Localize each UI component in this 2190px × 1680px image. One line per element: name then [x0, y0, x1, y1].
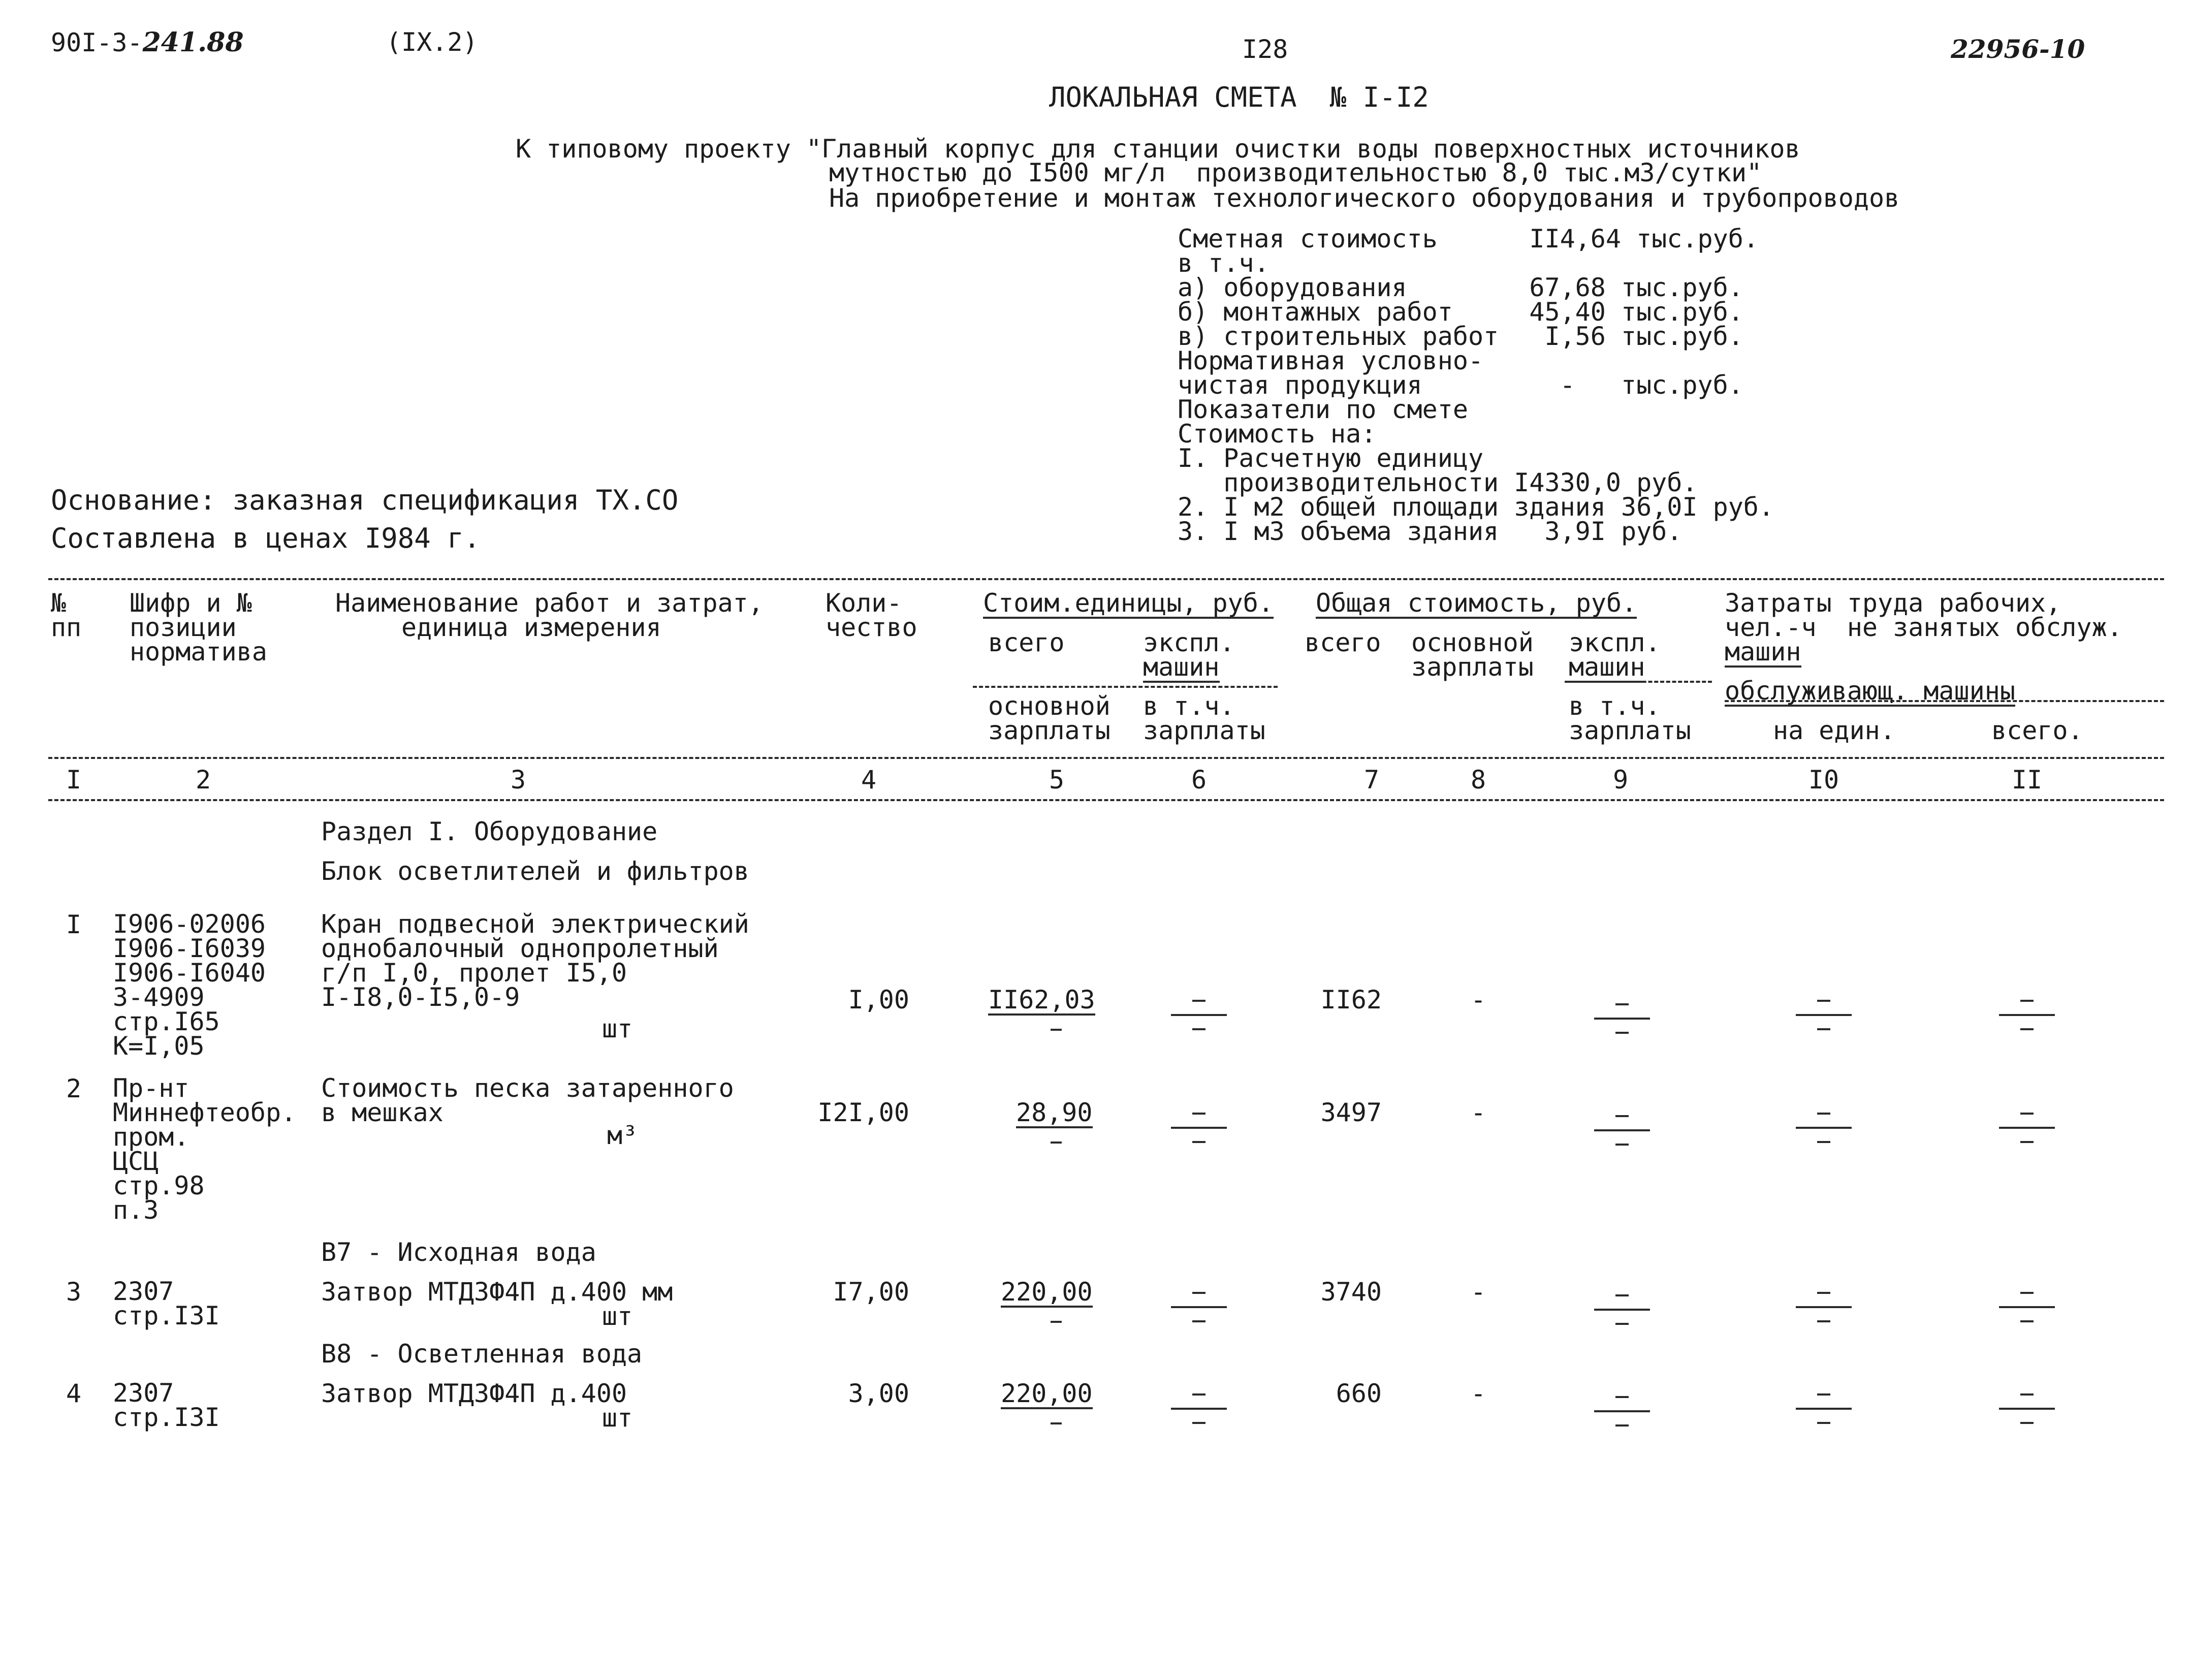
- labor-unit-dash-fraction: [1796, 1113, 1852, 1148]
- quantity: I2I,00: [817, 1098, 909, 1127]
- col-6-header-top: машин: [1143, 652, 1220, 682]
- header-mid-rule: [1565, 681, 1712, 683]
- base-wage-total: -: [1471, 1277, 1486, 1307]
- col-9-header-top: машин: [1569, 652, 1645, 682]
- unit-cost-group-header: Стоим.единицы, руб.: [983, 588, 1274, 618]
- cost-line: а) оборудования 67,68 тыс.руб.: [1178, 273, 1743, 302]
- project-line-1: К типовому проекту "Главный корпус для станции очистки воды поверхностных источников: [516, 134, 1800, 164]
- total-cost: 3740: [1320, 1277, 1382, 1307]
- col-5-header-top: всего: [988, 628, 1065, 657]
- col-11-header: всего.: [1991, 716, 2083, 745]
- col-2-header-line: позиции: [130, 613, 237, 642]
- archive-stamp-number: 22956-10: [1951, 34, 2085, 64]
- total-cost-group-header: Общая стоимость, руб.: [1316, 588, 1637, 618]
- cost-line: I. Расчетную единицу: [1178, 443, 1484, 473]
- row-number: 4: [66, 1379, 82, 1408]
- project-line-2: мутностью до I500 мг/л производительностью 8,0 тыс.м3/сутки": [829, 158, 1762, 187]
- cost-line: чистая продукция - тыс.руб.: [1178, 370, 1743, 400]
- col-4-header-line: Коли-: [826, 588, 902, 618]
- norm-code: I906-02006 I906-I6039 I906-I6040 3-4909 стр.I65 К=I,05: [113, 909, 266, 1061]
- cost-line: 2. I м2 общей площади здания 36,0I руб.: [1178, 492, 1774, 522]
- page-number: I28: [1242, 35, 1288, 64]
- document-code: [51, 29, 244, 56]
- document-code-handwritten: 241.88: [142, 27, 244, 58]
- column-number: 8: [1470, 765, 1486, 795]
- unit-of-measure: шт: [602, 1403, 633, 1433]
- labor-header-line: машин: [1725, 637, 1801, 667]
- unit-of-measure: шт: [602, 1302, 633, 1331]
- machines-dash-fraction: [1171, 1113, 1227, 1148]
- column-number: 3: [510, 765, 526, 795]
- col-8-header-line: основной: [1411, 628, 1534, 657]
- cost-line: производительности I4330,0 руб.: [1178, 468, 1698, 497]
- row-number: 2: [66, 1074, 82, 1103]
- cost-line: Сметная стоимость II4,64 тыс.руб.: [1178, 224, 1759, 253]
- total-cost: 660: [1336, 1379, 1382, 1408]
- cost-line: Показатели по смете: [1178, 395, 1468, 424]
- basis-price-year: Составлена в ценах I984 г.: [51, 522, 481, 554]
- cost-line: Нормативная условно-: [1178, 346, 1484, 375]
- col-6-header-bottom: в т.ч.: [1143, 691, 1235, 721]
- col-4-header-line: чество: [826, 613, 917, 642]
- column-numbers-rule: [48, 799, 2164, 801]
- basis-specification: Основание: заказная спецификация ТХ.СО: [51, 484, 679, 516]
- quantity: I7,00: [833, 1277, 909, 1307]
- labor-unit-dash-fraction: [1796, 1000, 1852, 1035]
- section-part-number: (IX.2): [386, 27, 478, 57]
- header-bottom-rule: [48, 757, 2164, 759]
- work-description: Кран подвесной электрический однобалочный однопролетный г/п I,0, пролет I5,0 I-I8,0-I5,0-9: [321, 909, 749, 1012]
- column-number: I0: [1808, 765, 1839, 795]
- labor-header-line: Затраты труда рабочих,: [1725, 588, 2061, 618]
- column-number: 7: [1363, 765, 1380, 795]
- work-description: Затвор МТДЗФ4П д.400: [321, 1379, 627, 1408]
- unit-price: 28,90: [1016, 1098, 1093, 1127]
- quantity: 3,00: [848, 1379, 909, 1408]
- labor-header-line: чел.-ч не занятых обслуж.: [1725, 613, 2122, 642]
- col-1-header-line: пп: [51, 613, 82, 642]
- cost-line: Стоимость на:: [1178, 419, 1377, 449]
- labor-total-dash-fraction: [1999, 1113, 2055, 1148]
- labor-total-dash-fraction: [1999, 1393, 2055, 1429]
- column-number: II: [2011, 765, 2043, 795]
- col-1-header-line: №: [51, 588, 67, 618]
- header-mid-rule: [973, 686, 1278, 688]
- col-3-header-line: единица измерения: [401, 613, 661, 642]
- machines-total-dash-fraction: [1594, 1294, 1650, 1330]
- table-top-rule: [48, 578, 2164, 580]
- unit-price: 220,00: [1001, 1277, 1093, 1307]
- cost-line: в) строительных работ I,56 тыс.руб.: [1178, 322, 1743, 351]
- machines-total-dash-fraction: [1594, 1003, 1650, 1039]
- cost-line: б) монтажных работ 45,40 тыс.руб.: [1178, 297, 1743, 327]
- unit-price-wage-dash: [1051, 1321, 1062, 1323]
- column-number: 5: [1049, 765, 1065, 795]
- labor-unit-dash-fraction: [1796, 1393, 1852, 1429]
- col-9-header-bottom: зарплаты: [1569, 716, 1691, 745]
- col-3-header-line: Наименование работ и затрат,: [335, 588, 764, 618]
- machines-dash-fraction: [1171, 1393, 1227, 1429]
- labor-total-dash-fraction: [1999, 1292, 2055, 1327]
- unit-price-wage-dash: [1051, 1142, 1062, 1144]
- base-wage-total: -: [1471, 1379, 1486, 1408]
- unit-of-measure: м³: [607, 1121, 638, 1150]
- document-title: ЛОКАЛЬНАЯ СМЕТА № I-I2: [1049, 81, 1429, 113]
- subsection-heading: Блок осветлителей и фильтров: [321, 857, 749, 886]
- unit-price-wage-dash: [1051, 1422, 1062, 1424]
- col-2-header-line: Шифр и №: [130, 588, 252, 618]
- col-8-header-line: зарплаты: [1411, 652, 1534, 682]
- work-description: Стоимость песка затаренного в мешках: [321, 1073, 734, 1127]
- norm-code: 2307 стр.I3I: [113, 1277, 220, 1330]
- project-line-3: На приобретение и монтаж технологического оборудования и трубопроводов: [829, 183, 1900, 213]
- col-9-header-top: экспл.: [1569, 628, 1661, 657]
- row-number: I: [66, 910, 82, 939]
- quantity: I,00: [848, 985, 909, 1015]
- subsection-heading: В7 - Исходная вода: [321, 1238, 596, 1267]
- subsection-heading: В8 - Осветленная вода: [321, 1339, 643, 1369]
- col-6-header-bottom: зарплаты: [1143, 716, 1265, 745]
- total-cost: 3497: [1320, 1098, 1382, 1127]
- unit-price-wage-dash: [1051, 1029, 1062, 1031]
- machines-dash-fraction: [1171, 1000, 1227, 1035]
- column-number: 6: [1191, 765, 1207, 795]
- norm-code: Пр-нт Миннефтеобр. пром. ЦСЦ стр.98 п.3: [113, 1073, 297, 1225]
- labor-subheader: обслуживающ. машины: [1725, 676, 2015, 706]
- column-number: 2: [195, 765, 211, 795]
- col-5-header-bottom: основной: [988, 691, 1110, 721]
- labor-total-dash-fraction: [1999, 1000, 2055, 1035]
- machines-total-dash-fraction: [1594, 1115, 1650, 1151]
- col-10-header: на един.: [1773, 716, 1895, 745]
- cost-line: в т.ч.: [1178, 248, 1269, 278]
- unit-price: 220,00: [1001, 1379, 1093, 1408]
- col-5-header-bottom: зарплаты: [988, 716, 1110, 745]
- work-description: Затвор МТДЗФ4П д.400 мм: [321, 1277, 673, 1307]
- col-7-header: всего: [1305, 628, 1381, 657]
- column-number: 9: [1612, 765, 1629, 795]
- col-2-header-line: норматива: [130, 637, 267, 667]
- base-wage-total: -: [1471, 985, 1486, 1015]
- col-6-header-top: экспл.: [1143, 628, 1235, 657]
- col-9-header-bottom: в т.ч.: [1569, 691, 1661, 721]
- document-code-printed: 90I-3-: [51, 28, 143, 57]
- unit-of-measure: шт: [602, 1014, 633, 1043]
- row-number: 3: [66, 1277, 82, 1307]
- base-wage-total: -: [1471, 1098, 1486, 1127]
- machines-total-dash-fraction: [1594, 1396, 1650, 1432]
- cost-line: 3. I м3 объема здания 3,9I руб.: [1178, 517, 1683, 546]
- machines-dash-fraction: [1171, 1292, 1227, 1327]
- norm-code: 2307 стр.I3I: [113, 1378, 220, 1432]
- labor-unit-dash-fraction: [1796, 1292, 1852, 1327]
- column-number: 4: [861, 765, 877, 795]
- section-heading: Раздел I. Оборудование: [321, 817, 658, 846]
- unit-price: II62,03: [988, 985, 1095, 1015]
- total-cost: II62: [1320, 985, 1382, 1015]
- column-number: I: [66, 765, 82, 795]
